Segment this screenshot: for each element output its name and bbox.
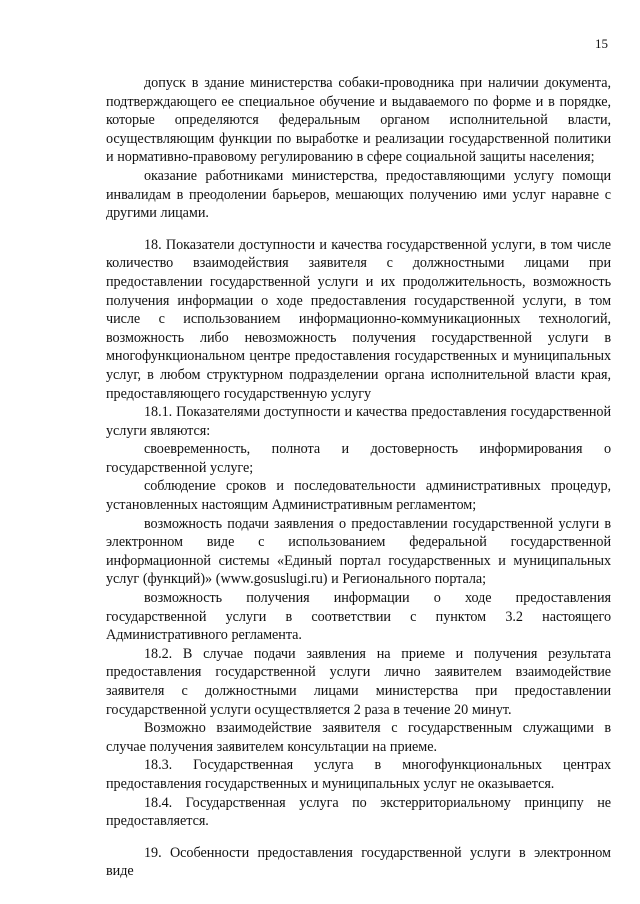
paragraph-18-2: 18.2. В случае подачи заявления на приеме и получения результата предоставления государственной услуги лично заявителем взаимодействие заявителя с должностными лицами министерства при предоставлении государственной услуги осуществляется 2 раза в течение 20 минут. bbox=[106, 645, 611, 718]
page-number: 15 bbox=[595, 36, 608, 51]
section-19-heading: 19. Особенности предоставления государственной услуги в электронном виде bbox=[106, 844, 611, 880]
paragraph-consultation: Возможно взаимодействие заявителя с государственным служащими в случае получения заявителем консультации на приеме. bbox=[106, 720, 611, 755]
paragraph-18-1: 18.1. Показателями доступности и качества предоставления государственной услуги являются: bbox=[106, 404, 611, 439]
section-18-heading: 18. Показатели доступности и качества государственной услуги, в том числе количество взаимодействия заявителя с должностными лицами при предоставлении государственной услуги и их продолжительность, возможность получения информации о ходе предоставления государственной услуги, в том числе с использованием информационно-коммуникационных технологий, возможность либо невозможность получения государственной услуги в многофункциональном центре предоставления государственных и муниципальных услуг, в любом структурном подразделении органа исполнительной власти края, предоставляющего государственную услугу bbox=[106, 236, 611, 402]
paragraph-18-4: 18.4. Государственная услуга по экстерриториальному принципу не предоставляется. bbox=[106, 794, 611, 830]
paragraph-guide-dog: допуск в здание министерства собаки-проводника при наличии документа, подтверждающего ее специальное обучение и выдаваемого по форме и в порядке, которые определяются федеральным органом исполнительной власти, осуществляющим функции по выработке и реализации государственной политики и нормативно-правовому регулированию в сфере социальной защиты населения; bbox=[106, 75, 611, 166]
paragraph-electronic-application: возможность подачи заявления о предоставлении государственной услуги в электронном виде с использованием федеральной государственной информационной системы «Единый портал государственных и муниципальных услуг (функций)» (www.gosuslugi.ru) и Регионального портала; bbox=[106, 515, 611, 588]
paragraph-staff-assistance: оказание работниками министерства, предоставляющими услугу помощи инвалидам в преодолении барьеров, мешающих получению ими услуг наравне с другими лицами. bbox=[106, 167, 611, 222]
paragraph-18-3: 18.3. Государственная услуга в многофункциональных центрах предоставления государственных и муниципальных услуг не оказывается. bbox=[106, 757, 611, 792]
document-body bbox=[106, 74, 611, 881]
paragraph-timeliness: своевременность, полнота и достоверность информирования о государственной услуге; bbox=[106, 441, 611, 476]
paragraph-progress-info: возможность получения информации о ходе предоставления государственной услуги в соответствии с пунктом 3.2 настоящего Административного регламента. bbox=[106, 590, 611, 644]
paragraph-deadlines: соблюдение сроков и последовательности административных процедур, установленных настоящим Административным регламентом; bbox=[106, 478, 611, 514]
